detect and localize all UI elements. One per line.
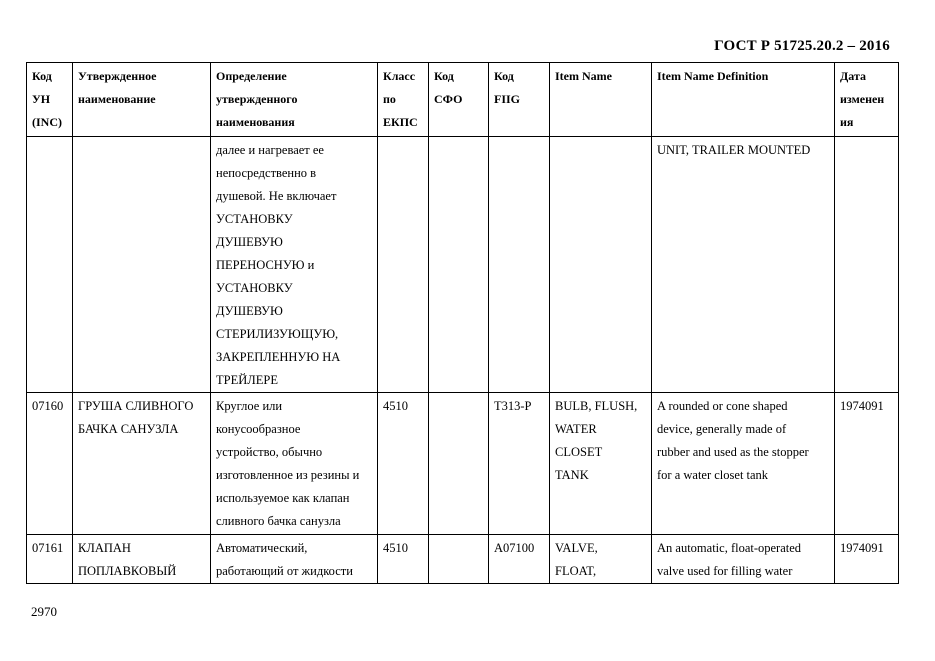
cell-text-line: 4510: [383, 541, 408, 555]
inc-cell: [27, 393, 73, 535]
header-approved-name: [73, 63, 211, 137]
cell-text-line: CLOSET: [555, 445, 603, 459]
cell-text-line: valve used for filling water: [657, 564, 793, 578]
definition-cell: [211, 137, 378, 393]
cell-text-line: Круглое или: [216, 399, 283, 413]
class-cell: [378, 137, 429, 393]
cell-text-line: используемое как клапан: [216, 491, 350, 505]
class-cell: [378, 535, 429, 584]
fiig-cell: [489, 535, 550, 584]
change-date-cell: [835, 137, 899, 393]
item-name-table: [26, 62, 899, 584]
header-definition: [211, 63, 378, 137]
cell-text-line: device, generally made of: [657, 422, 787, 436]
cell-text-line: ЗАКРЕПЛЕННУЮ НА: [216, 350, 341, 364]
item-name-cell: [550, 137, 652, 393]
cell-text-line: UNIT, TRAILER MOUNTED: [657, 143, 811, 157]
definition-cell: [211, 535, 378, 584]
header-fiig: [489, 63, 550, 137]
cell-text-line: КЛАПАН: [78, 541, 131, 555]
header-line: изменен: [840, 92, 885, 106]
sfo-cell: [429, 393, 489, 535]
cell-text-line: WATER: [555, 422, 597, 436]
header-line: УН: [32, 92, 51, 106]
sfo-cell: [429, 137, 489, 393]
cell-text-line: конусообразное: [216, 422, 301, 436]
cell-text-line: работающий от жидкости: [216, 564, 353, 578]
document-standard-number: ГОСТ Р 51725.20.2 – 2016: [714, 38, 890, 54]
table-row: [27, 535, 899, 584]
header-sfo: [429, 63, 489, 137]
header-line: Класс: [383, 69, 416, 83]
cell-text-line: УСТАНОВКУ: [216, 212, 293, 226]
header-line: наименование: [78, 92, 156, 106]
inc-cell: [27, 137, 73, 393]
header-line: FIIG: [494, 92, 521, 106]
cell-text-line: 07161: [32, 541, 64, 555]
cell-text-line: 4510: [383, 399, 408, 413]
item-definition-cell: [652, 393, 835, 535]
table-row: [27, 137, 899, 393]
header-line: Утвержденное: [78, 69, 157, 83]
header-line: Код: [494, 69, 514, 83]
approved-name-cell: [73, 535, 211, 584]
definition-cell: [211, 393, 378, 535]
fiig-cell: [489, 393, 550, 535]
cell-text-line: сливного бачка санузла: [216, 514, 341, 528]
cell-text-line: VALVE,: [555, 541, 598, 555]
cell-text-line: FLOAT,: [555, 564, 597, 578]
table-row: [27, 393, 899, 535]
cell-text-line: for a water closet tank: [657, 468, 769, 482]
cell-text-line: УСТАНОВКУ: [216, 281, 293, 295]
cell-text-line: An automatic, float-operated: [657, 541, 802, 555]
cell-text-line: 07160: [32, 399, 64, 413]
header-line: Item Name Definition: [657, 69, 769, 83]
cell-text-line: БАЧКА САНУЗЛА: [78, 422, 179, 436]
cell-text-line: BULB, FLUSH,: [555, 399, 638, 413]
cell-text-line: ПОПЛАВКОВЫЙ: [78, 564, 177, 578]
cell-text-line: 1974091: [840, 541, 884, 555]
cell-text-line: ГРУША СЛИВНОГО: [78, 399, 194, 413]
cell-text-line: устройство, обычно: [216, 445, 323, 459]
cell-text-line: ДУШЕВУЮ: [216, 235, 283, 249]
header-line: ия: [840, 115, 854, 129]
cell-text-line: душевой. Не включает: [216, 189, 337, 203]
cell-text-line: A07100: [494, 541, 535, 555]
cell-text-line: далее и нагревает ее: [216, 143, 324, 157]
header-class: [378, 63, 429, 137]
cell-text-line: ТРЕЙЛЕРЕ: [216, 373, 278, 387]
item-name-cell: [550, 393, 652, 535]
header-line: Код: [434, 69, 454, 83]
fiig-cell: [489, 137, 550, 393]
cell-text-line: TANK: [555, 468, 589, 482]
header-line: Item Name: [555, 69, 612, 83]
item-definition-cell: [652, 137, 835, 393]
cell-text-line: непосредственно в: [216, 166, 317, 180]
header-line: наименования: [216, 115, 295, 129]
approved-name-cell: [73, 393, 211, 535]
approved-name-cell: [73, 137, 211, 393]
change-date-cell: [835, 393, 899, 535]
item-name-cell: [550, 535, 652, 584]
change-date-cell: [835, 535, 899, 584]
cell-text-line: rubber and used as the stopper: [657, 445, 809, 459]
header-line: по: [383, 92, 396, 106]
inc-cell: [27, 535, 73, 584]
header-line: Код: [32, 69, 52, 83]
sfo-cell: [429, 535, 489, 584]
cell-text-line: ДУШЕВУЮ: [216, 304, 283, 318]
header-line: (INC): [32, 115, 62, 129]
header-item-name: [550, 63, 652, 137]
item-definition-cell: [652, 535, 835, 584]
page-number: 2970: [31, 604, 57, 619]
header-line: Определение: [216, 69, 287, 83]
class-cell: [378, 393, 429, 535]
cell-text-line: изготовленное из резины и: [216, 468, 360, 482]
header-line: ЕКПС: [383, 115, 418, 129]
table-header-row: [27, 63, 899, 137]
header-line: утвержденного: [216, 92, 298, 106]
header-inc: [27, 63, 73, 137]
cell-text-line: СТЕРИЛИЗУЮЩУЮ,: [216, 327, 339, 341]
cell-text-line: 1974091: [840, 399, 884, 413]
header-line: Дата: [840, 69, 866, 83]
header-line: СФО: [434, 92, 463, 106]
header-item-name-definition: [652, 63, 835, 137]
header-change-date: [835, 63, 899, 137]
cell-text-line: T313-P: [494, 399, 532, 413]
cell-text-line: A rounded or cone shaped: [657, 399, 788, 413]
cell-text-line: Автоматический,: [216, 541, 308, 555]
cell-text-line: ПЕРЕНОСНУЮ и: [216, 258, 315, 272]
